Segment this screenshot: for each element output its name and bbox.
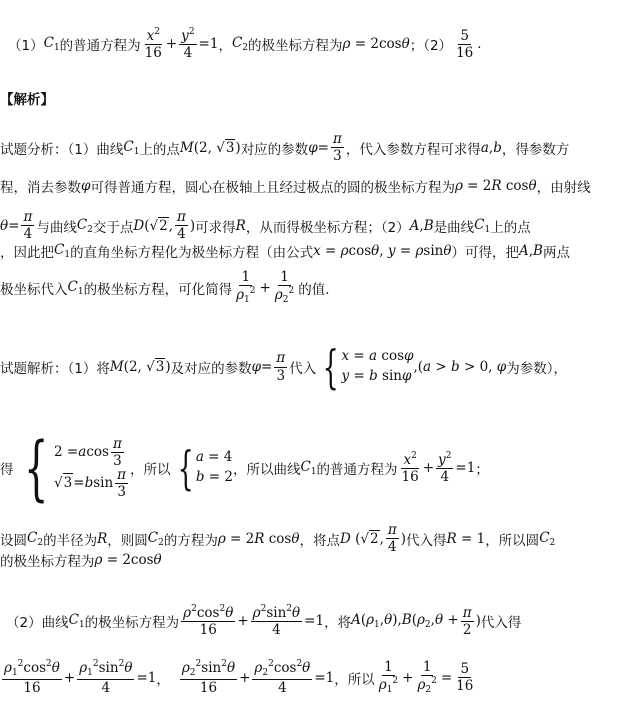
analysis-line-4: ，因此把 $C_1$ 的直角坐标方程化为极坐标方程（由公式 x = ρcosθ, y = ρsinθ ）可得，把 A , B 两点 xyxy=(0,242,570,261)
analysis-text: 对应的参数 xyxy=(240,141,309,158)
solution-text: 设圆 xyxy=(0,532,27,549)
fraction-5-16: $\frac{5}{16}$ xyxy=(456,27,474,61)
solution-text: 试题解析：（1）将 xyxy=(0,361,110,377)
solution-text: ，所以圆 xyxy=(485,532,540,549)
analysis-text: 的值. xyxy=(298,281,330,298)
analysis-text: 程，消去参数 xyxy=(0,180,81,196)
analysis-line-5: 极坐标代入 $C_1$ 的极坐标方程，可化简得 $\frac{1}{\rho_1^2}$ + $\frac{1}{\rho_2^2}$ 的值. xyxy=(0,269,330,306)
answer-text-1: 的普通方程为 xyxy=(59,38,141,55)
analysis-text: 极坐标代入 xyxy=(0,281,68,298)
solution-text: 的极坐标方程为 xyxy=(0,554,95,570)
answer-text-4: ；（2） xyxy=(409,38,453,55)
solution-text: ，将 xyxy=(324,615,352,632)
curve-c1: $C_1$ xyxy=(43,35,60,54)
solution-text: ，所以曲线 xyxy=(232,462,301,478)
solution-line-5: （2）曲线 $C_1$ 的极坐标方程为 $\frac{\rho^2\cos^2\theta}{16}$ + $\frac{\rho^2\sin^2\theta}{4}$ =1 ，将 $A(\rho_1,\theta),B(\rho_2,\theta$ + $\frac{\pi}{2}$ ) 代入得 xyxy=(6,604,522,639)
polar-eq-c2: ρ = 2cosθ xyxy=(342,36,410,53)
solution-line-3: 设圆 $C_2$ 的半径为 R ，则圆 $C_2$ 的方程为 ρ = 2R cosθ ，将点 D (√2, $\frac{\pi}{4}$ ) 代入得 R = 1 ，所以圆 $C_2$ xyxy=(0,522,556,556)
analysis-text: 是曲线 xyxy=(433,219,475,236)
analysis-line-2: 程，消去参数 φ 可得普通方程，圆心在极轴上且经过极点的圆的极坐标方程为 ρ = 2R cosθ ，由射线 xyxy=(0,178,591,196)
analysis-text: 的极坐标方程，可化简得 xyxy=(83,281,233,298)
solution-text: 为参数）， xyxy=(506,361,567,377)
solution-text: 的极坐标方程为 xyxy=(84,615,180,632)
fraction-pi-3: $\frac{\pi}{3}$ xyxy=(332,131,342,165)
solution-line-6: $\frac{\rho_1^2\cos^2\theta}{16}$ + $\frac{\rho_1^2\sin^2\theta}{4}$ =1 ， $\frac{\rho_2^2\sin^2\theta}{16}$ + $\frac{\rho_2^2\cos^2\theta}{4}$ =1 ，所以 $\frac{1}{\rho_1^2}$ + $\frac{1}{\rho_2^2}$ = $\frac{5}{16}$ xyxy=(4,659,474,697)
fraction-y2-4: $\frac{y^2}{4}$ xyxy=(181,27,195,62)
analysis-text: ，得参数方 xyxy=(501,141,570,158)
solution-line-2: 得 { 2 = a cos $\frac{\pi}{3}$ √ 3 = b sin $\frac{\pi}{3}$ ，所以 { a = 4 b = 2 ，所以曲线 $C_1$ 的普通方程为 $\frac{x^2}{16}$ + $\frac{y^2}{4}$ =1 ； xyxy=(0,427,489,509)
substitution-system: 2 = a cos $\frac{\pi}{3}$ √ 3 = b sin $\frac{\pi}{3}$ xyxy=(54,435,127,501)
result-system: a = 4 b = 2 xyxy=(195,449,233,485)
parametric-system: x = a cosφ y = b sinφ xyxy=(341,348,414,384)
fraction-1-rho1sq: $\frac{1}{\rho_1^2}$ xyxy=(236,269,256,306)
answer-part1-label: （1） xyxy=(8,38,44,55)
analysis-text: 的直角坐标方程化为极坐标方程（由公式 xyxy=(70,245,314,261)
fraction-x2-16: $\frac{x^2}{16}$ xyxy=(144,27,162,62)
answer-text-2: ， xyxy=(218,38,232,55)
analysis-text: 可得普通方程，圆心在极轴上且经过极点的圆的极坐标方程为 xyxy=(90,180,455,196)
solution-text: 的方程为 xyxy=(163,532,218,549)
solution-text: ，所以 xyxy=(334,671,375,688)
solution-text: ，所以 xyxy=(130,462,171,478)
analysis-text: ，代入参数方程可求得 xyxy=(345,141,481,158)
analysis-line-1: 试题分析：（1）曲线 $C_1$ 上的点 M(2, √3) 对应的参数 φ = $\frac{\pi}{3}$ ，代入参数方程可求得 a , b ，得参数方 xyxy=(0,131,570,165)
fraction-pi-4: $\frac{\pi}{4}$ xyxy=(23,209,33,243)
analysis-text: 与曲线 xyxy=(36,219,77,236)
solution-text: （2）曲线 xyxy=(6,615,69,632)
analysis-line-3: θ = $\frac{\pi}{4}$ 与曲线 $C_2$ 交于点 D(√2, $\frac{\pi}{4}$ ) 可求得 R ，从而得极坐标方程；（2） A , B 是曲线 $C_1$ 上的点 xyxy=(0,209,531,243)
answer-line: （1） $C_1$ 的普通方程为 $\frac{x^2}{16}$ + $\frac{y^2}{4}$ =1 ， $C_2$ 的极坐标方程为 ρ = 2cosθ ；（2） $\frac{5}{16}$ . xyxy=(8,27,482,62)
solution-text: ， xyxy=(156,671,170,688)
analysis-text: 试题分析：（1）曲线 xyxy=(0,141,124,158)
analysis-text: 上的点 xyxy=(139,141,180,158)
solution-text: ，将点 xyxy=(299,532,340,549)
solution-text: 代入得 xyxy=(406,532,447,549)
analysis-text: 上的点 xyxy=(490,219,531,236)
answer-text-3: 的极坐标方程为 xyxy=(248,38,343,55)
solution-text: ； xyxy=(475,462,489,478)
solution-text: 的半径为 xyxy=(43,532,98,549)
solution-text: 代入得 xyxy=(480,615,522,632)
solution-text: 代入 xyxy=(289,361,317,377)
solution-text: 的普通方程为 xyxy=(316,462,398,478)
analysis-text: ，由射线 xyxy=(536,180,591,196)
analysis-text: 两点 xyxy=(542,245,570,261)
analysis-text: 交于点 xyxy=(92,219,134,236)
analysis-header: 【解析】 xyxy=(0,92,54,108)
curve-c2: $C_2$ xyxy=(231,35,249,54)
analysis-text: 可求得 xyxy=(195,219,236,236)
solution-line-1: 试题解析：（1）将 M(2, √3) 及对应的参数 φ = $\frac{\pi}{3}$ 代入 { x = a cosφ y = b sinφ ,(a > b > 0, φ 为参数）， xyxy=(0,340,567,394)
solution-text: 得 xyxy=(0,462,14,478)
fraction-1-rho2sq: $\frac{1}{\rho_2^2}$ xyxy=(274,269,295,306)
analysis-text: ）可得，把 xyxy=(451,245,519,261)
solution-text: 及对应的参数 xyxy=(170,361,252,377)
analysis-text: ，因此把 xyxy=(0,245,54,261)
solution-line-4: 的极坐标方程为 ρ = 2cosθ xyxy=(0,552,162,570)
analysis-text: ，从而得极坐标方程；（2） xyxy=(245,219,410,236)
solution-text: ，则圆 xyxy=(107,532,148,549)
answer-text-5: . xyxy=(477,36,482,53)
